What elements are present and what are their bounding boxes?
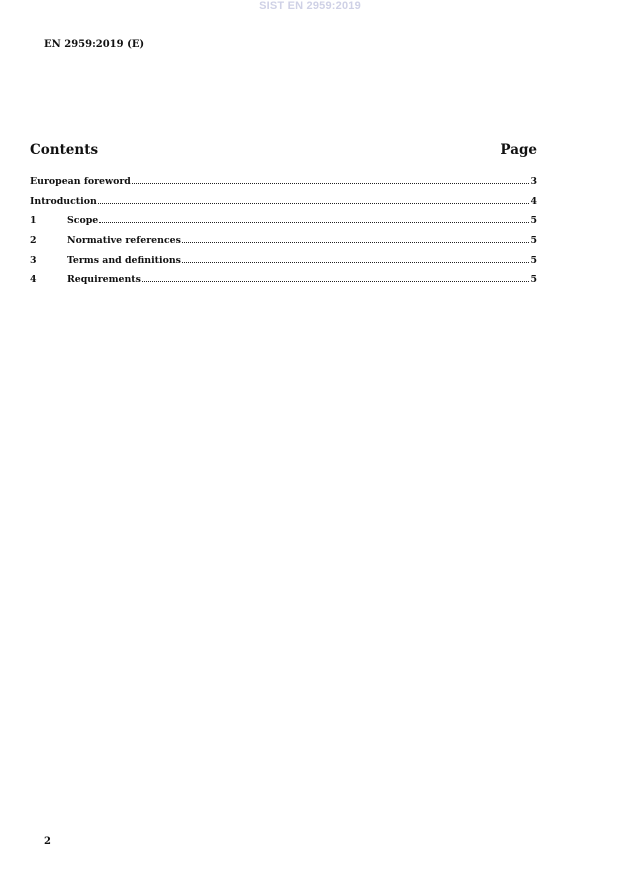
toc-entry-page: 5 (530, 274, 537, 286)
toc-entry-text: Introduction (30, 195, 97, 207)
toc-leader-dots (182, 261, 530, 263)
toc-entry-text: European foreword (30, 176, 131, 187)
toc-entry-text: Requirements (67, 274, 141, 286)
toc-entry-text: Terms and definitions (67, 254, 181, 266)
toc-entry-text: Scope (67, 215, 99, 227)
watermark-text: SIST EN 2959:2019 (259, 0, 361, 12)
page-column-heading: Page (500, 142, 537, 158)
toc-entry-requirements[interactable] (30, 274, 537, 294)
toc-leader-dots (182, 241, 530, 243)
toc-entry-page: 5 (530, 215, 537, 227)
toc-entry-normative-references[interactable] (30, 235, 537, 255)
toc-entry-page: 3 (530, 176, 537, 187)
toc-entry-page: 4 (530, 195, 537, 207)
table-of-contents (30, 176, 537, 294)
toc-entry-text: Normative references (67, 235, 181, 247)
toc-leader-dots (98, 202, 530, 204)
toc-entry-terms-and-definitions[interactable] (30, 255, 537, 275)
toc-entry-page: 5 (530, 254, 537, 266)
toc-entry-number: 3 (30, 254, 37, 266)
contents-heading: Contents (30, 142, 99, 158)
footer-page-number: 2 (44, 836, 51, 847)
toc-entry-page: 5 (530, 235, 537, 247)
document-id-header: EN 2959:2019 (E) (44, 39, 145, 50)
toc-leader-dots (132, 182, 530, 184)
toc-entry-introduction[interactable] (30, 196, 537, 216)
toc-entry-number: 2 (30, 235, 37, 247)
toc-leader-dots (99, 221, 529, 223)
toc-entry-number: 1 (30, 215, 37, 227)
toc-entry-scope[interactable] (30, 215, 537, 235)
toc-entry-number: 4 (30, 274, 37, 286)
toc-entry-european-foreword[interactable] (30, 176, 537, 196)
toc-leader-dots (142, 280, 530, 282)
